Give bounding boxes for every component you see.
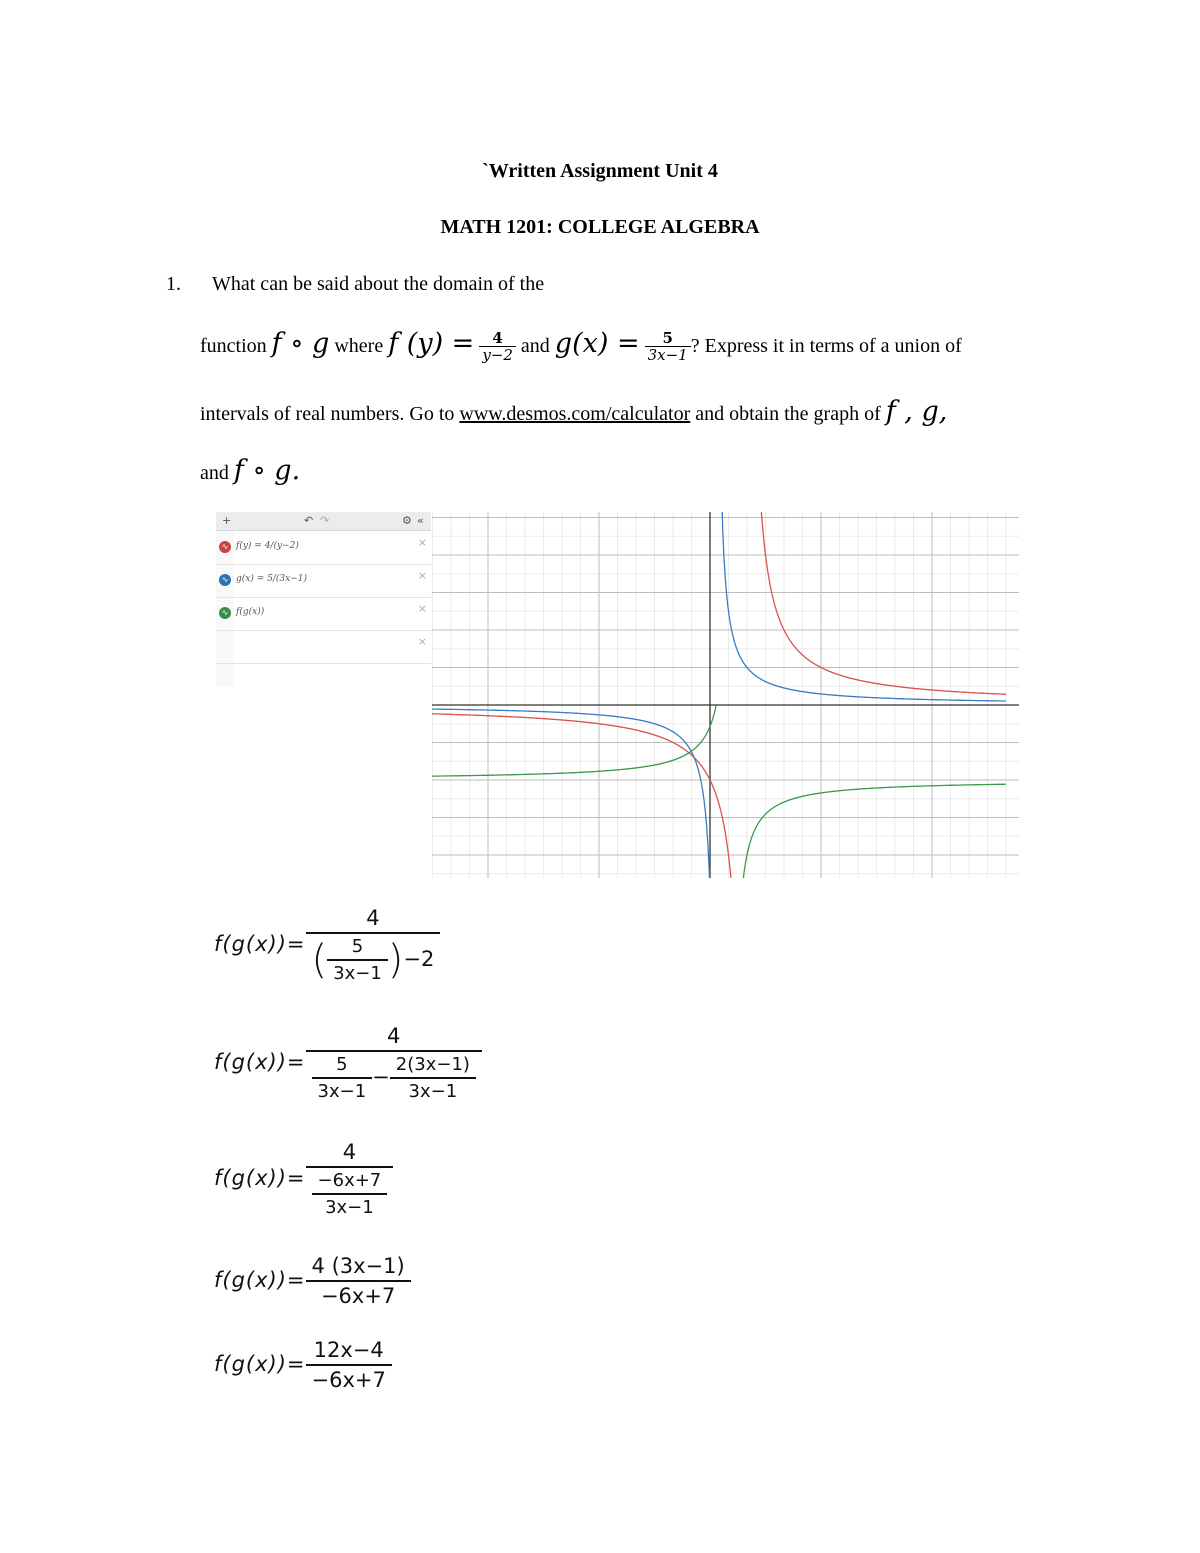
text-where: where (334, 335, 384, 357)
expression-panel (216, 512, 431, 667)
step-2-num: 4 (387, 1024, 401, 1048)
document-title: `Written Assignment Unit 4 (482, 160, 718, 182)
step-2-den (306, 1050, 482, 1102)
step-2-lhs: f(g(x))= (214, 1050, 306, 1074)
add-icon[interactable]: + (222, 514, 232, 527)
fraction-g-den: 3x−1 (645, 346, 691, 364)
step-2-b-num: 2(3x−1) (395, 1054, 470, 1075)
text-obtain: and obtain the graph of (695, 403, 881, 425)
expression-f: f(y) = 4/(y−2) (236, 541, 299, 551)
text-and: and (520, 335, 550, 357)
step-3-num: 4 (342, 1140, 357, 1164)
step-1-lhs: f(g(x))= (214, 932, 306, 956)
text-intervals: intervals of real numbers. Go to (200, 403, 455, 425)
close-icon[interactable]: × (417, 602, 427, 615)
question-number: 1. (166, 273, 181, 295)
step-1-den: ( $\frac{5}{3x-1}$ )−2 (306, 932, 441, 984)
step-5-den: −6x+7 (306, 1364, 392, 1392)
text-express: ? Express it in terms of a union of (690, 335, 962, 357)
expression-row-f[interactable] (216, 532, 431, 565)
expression-row-fog[interactable] (216, 598, 431, 631)
step-2-a (312, 1054, 373, 1102)
step-2-a-num: 5 (336, 1054, 348, 1075)
step-1 (214, 906, 440, 984)
text-function: function (200, 335, 267, 357)
redo-icon[interactable]: ↷ (320, 514, 330, 527)
math-g-of-x: g(x) = (554, 328, 640, 359)
fraction-g-num: 5 (662, 329, 673, 348)
step-1-fraction (306, 906, 441, 984)
step-2-b-den: 3x−1 (390, 1077, 476, 1102)
fraction-g (645, 330, 691, 364)
step-2 (214, 1024, 482, 1102)
math-fog: f ∘ g (271, 328, 330, 359)
fraction-f (479, 330, 516, 364)
math-f-of-y: f (y) = (388, 328, 475, 359)
question-line-4 (200, 455, 300, 486)
panel-toolbar (216, 512, 431, 531)
step-2-b (390, 1054, 476, 1102)
fraction-f-den: y−2 (479, 346, 516, 364)
wave-icon[interactable]: ∿ (219, 541, 231, 553)
desmos-link[interactable]: www.desmos.com/calculator (459, 403, 691, 425)
step-1-tail: −2 (403, 947, 435, 971)
close-icon[interactable]: × (417, 536, 427, 549)
step-4 (214, 1254, 411, 1308)
step-3-lhs: f(g(x))= (214, 1166, 306, 1190)
step-1-inner (327, 936, 388, 984)
desmos-screenshot (216, 512, 1019, 878)
step-3-inner (312, 1170, 388, 1218)
wave-icon[interactable]: ∿ (219, 574, 231, 586)
question-line-2 (200, 328, 962, 364)
math-f-g: f , g, (885, 396, 948, 427)
course-title: MATH 1201: COLLEGE ALGEBRA (440, 216, 760, 238)
graph-canvas[interactable] (432, 512, 1019, 878)
step-3-inner-den: 3x−1 (312, 1193, 388, 1218)
question-line-1: What can be said about the domain of the (212, 273, 545, 295)
expression-row-empty[interactable] (216, 631, 431, 664)
text-and-2: and (200, 462, 229, 484)
step-1-num: 4 (366, 906, 380, 930)
question-line-3 (200, 396, 947, 427)
step-2-minus: − (372, 1065, 390, 1089)
step-4-fraction (306, 1254, 411, 1308)
step-1-inner-den: 3x−1 (327, 959, 388, 984)
wave-icon[interactable]: ∿ (219, 607, 231, 619)
math-fog-2: f ∘ g. (233, 455, 301, 486)
step-5 (214, 1338, 392, 1392)
step-3-fraction (306, 1140, 394, 1218)
undo-icon[interactable]: ↶ (304, 514, 314, 527)
expression-row-g[interactable] (216, 565, 431, 598)
step-1-inner-num: 5 (351, 936, 364, 957)
close-icon[interactable]: × (417, 569, 427, 582)
step-5-fraction (306, 1338, 392, 1392)
close-icon[interactable]: × (417, 635, 427, 648)
step-5-lhs: f(g(x))= (214, 1352, 306, 1376)
step-2-a-den: 3x−1 (312, 1077, 373, 1102)
step-5-num: 12x−4 (313, 1338, 384, 1362)
step-3 (214, 1140, 393, 1218)
expression-g: g(x) = 5/(3x−1) (236, 574, 307, 584)
step-4-den: −6x+7 (306, 1280, 411, 1308)
step-3-den (306, 1166, 394, 1218)
step-2-fraction (306, 1024, 482, 1102)
expression-fog: f(g(x)) (236, 607, 265, 617)
step-3-inner-num: −6x+7 (317, 1170, 382, 1191)
gear-icon[interactable]: ⚙ (402, 514, 412, 527)
collapse-icon[interactable]: « (417, 514, 424, 527)
fraction-f-num: 4 (492, 329, 503, 348)
step-4-lhs: f(g(x))= (214, 1268, 306, 1292)
step-4-num: 4 (3x−1) (311, 1254, 405, 1278)
